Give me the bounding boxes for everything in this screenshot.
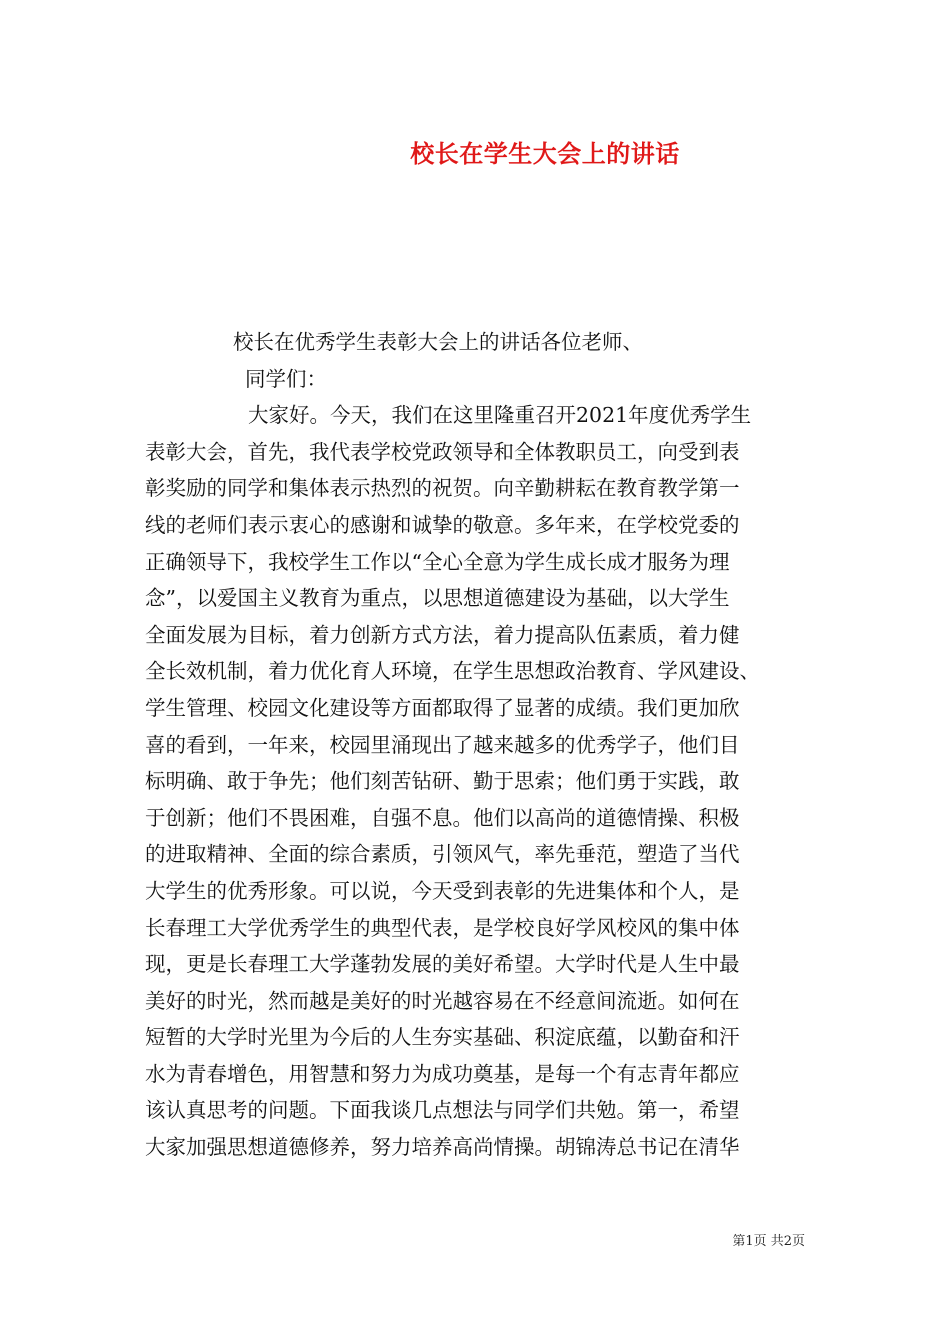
text-line: 标明确、敢于争先；他们刻苦钻研、勤于思索；他们勇于实践，敢 bbox=[145, 769, 740, 794]
text-line: 正确领导下，我校学生工作以“全心全意为学生成长成才服务为理 bbox=[145, 549, 730, 574]
document-body bbox=[145, 324, 825, 1166]
text-line: 的进取精神、全面的综合素质，引领风气，率先垂范，塑造了当代 bbox=[145, 842, 740, 867]
text-line: 全长效机制，着力优化育人环境，在学生思想政治教育、学风建设、 bbox=[145, 659, 760, 684]
text-line: 现，更是长春理工大学蓬勃发展的美好希望。大学时代是人生中最 bbox=[145, 952, 740, 977]
text-line: 美好的时光，然而越是美好的时光越容易在不经意间流逝。如何在 bbox=[145, 988, 740, 1013]
text-line: 于创新；他们不畏困难，自强不息。他们以高尚的道德情操、积极 bbox=[145, 805, 740, 830]
text-line: 全面发展为目标，着力创新方式方法，着力提高队伍素质，着力健 bbox=[145, 622, 740, 647]
text-line: 大家加强思想道德修养，努力培养高尚情操。胡锦涛总书记在清华 bbox=[145, 1135, 740, 1160]
text-line: 喜的看到，一年来，校园里涌现出了越来越多的优秀学子，他们目 bbox=[145, 732, 740, 757]
text-line: 长春理工大学优秀学生的典型代表，是学校良好学风校风的集中体 bbox=[145, 915, 740, 940]
text-line: 同学们： bbox=[245, 366, 327, 391]
text-line: 水为青春增色，用智慧和努力为成功奠基，是每一个有志青年都应 bbox=[145, 1061, 740, 1086]
text-line: 线的老师们表示衷心的感谢和诚挚的敬意。多年来，在学校党委的 bbox=[145, 512, 740, 537]
text-line: 表彰大会，首先，我代表学校党政领导和全体教职员工，向受到表 bbox=[145, 439, 740, 464]
text-line: 短暂的大学时光里为今后的人生夯实基础、积淀底蕴，以勤奋和汗 bbox=[145, 1025, 740, 1050]
text-line: 大家好。今天，我们在这里隆重召开2021年度优秀学生 bbox=[248, 403, 752, 428]
text-line: 学生管理、校园文化建设等方面都取得了显著的成绩。我们更加欣 bbox=[145, 695, 740, 720]
text-line: 念”，以爱国主义教育为重点，以思想道德建设为基础，以大学生 bbox=[145, 586, 730, 611]
page-title: 校长在学生大会上的讲话 bbox=[410, 139, 680, 168]
text-line: 彰奖励的同学和集体表示热烈的祝贺。向辛勤耕耘在教育教学第一 bbox=[145, 476, 740, 501]
text-line: 该认真思考的问题。下面我谈几点想法与同学们共勉。第一，希望 bbox=[145, 1098, 740, 1123]
text-line: 校长在优秀学生表彰大会上的讲话各位老师、 bbox=[233, 330, 643, 354]
text-line: 大学生的优秀形象。可以说，今天受到表彰的先进集体和个人，是 bbox=[145, 878, 740, 903]
page-number-footer: 第1页 共2页 bbox=[732, 1234, 805, 1249]
